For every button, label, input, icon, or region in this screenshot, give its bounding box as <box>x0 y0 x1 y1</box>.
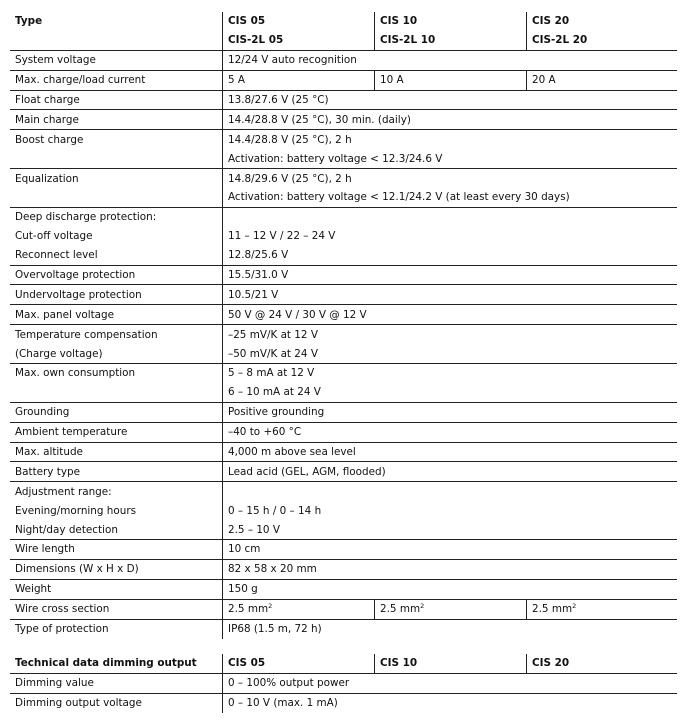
spec-value-model-3 <box>527 599 678 619</box>
dimming-table <box>10 654 677 713</box>
spec-value: 14.4/28.8 V (25 °C), 2 h <box>228 133 352 146</box>
spec-label: Main charge <box>10 110 223 130</box>
spec-value: 14.8/29.6 V (25 °C), 2 h <box>228 172 352 185</box>
spec-value: –40 to +60 °C <box>223 422 678 442</box>
superscript: 2 <box>268 602 273 611</box>
spec-row <box>10 70 677 90</box>
spec-header-row-2 <box>10 31 677 50</box>
spec-value <box>223 482 678 501</box>
spec-value: 2.5 – 10 V <box>223 520 678 539</box>
spec-value: Activation: battery voltage < 12.1/24.2 V (at least every 30 days) <box>223 188 678 207</box>
header-model-3-alt: CIS-2L 20 <box>527 31 678 50</box>
spec-row <box>10 188 677 207</box>
header-model-1: CIS 05 <box>228 15 266 28</box>
spec-label: Reconnect level <box>10 246 223 265</box>
spec-value: –50 mV/K at 24 V <box>223 344 678 363</box>
spec-value: 4,000 m above sea level <box>223 442 678 462</box>
spec-row <box>10 305 677 325</box>
spec-row <box>10 599 677 619</box>
spec-row <box>10 344 677 363</box>
dimming-label: Dimming value <box>10 673 223 693</box>
spec-value: 11 – 12 V / 22 – 24 V <box>228 230 336 243</box>
spec-value: –25 mV/K at 12 V <box>228 328 318 341</box>
spec-label <box>10 383 223 402</box>
spec-row <box>10 422 677 442</box>
header-label: Type <box>10 12 223 31</box>
spec-row <box>10 540 677 560</box>
spec-row <box>10 442 677 462</box>
spec-row <box>10 246 677 265</box>
spec-label: Weight <box>10 579 223 599</box>
spec-label: Float charge <box>10 90 223 110</box>
spec-value: 0 – 15 h / 0 – 14 h <box>228 504 322 517</box>
spec-label: Wire length <box>10 540 223 560</box>
spec-row <box>10 90 677 110</box>
header-model-2-alt: CIS-2L 10 <box>375 31 527 50</box>
spec-value-model-3: 20 A <box>527 70 678 90</box>
spec-value: 13.8/27.6 V (25 °C) <box>223 90 678 110</box>
header-model-1-alt: CIS-2L 05 <box>223 31 375 50</box>
spec-label: Evening/morning hours <box>10 501 223 520</box>
spec-row <box>10 559 677 579</box>
spec-label: Max. altitude <box>10 442 223 462</box>
spec-row <box>10 364 677 383</box>
spec-row <box>10 462 677 482</box>
spec-table <box>10 12 677 639</box>
dimming-row <box>10 693 677 712</box>
spec-value: Lead acid (GEL, AGM, flooded) <box>223 462 678 482</box>
spec-label <box>10 149 223 168</box>
dimming-header-label: Technical data dimming output <box>10 654 223 673</box>
dimming-header-model-3: CIS 20 <box>527 654 678 673</box>
spec-label: Max. charge/load current <box>10 70 223 90</box>
spec-label: System voltage <box>10 50 223 70</box>
wire-section-value: 2.5 mm <box>380 603 421 616</box>
spec-row <box>10 265 677 285</box>
spec-value: 50 V @ 24 V / 30 V @ 12 V <box>223 305 678 325</box>
spec-row <box>10 149 677 168</box>
spec-label: Overvoltage protection <box>10 265 223 285</box>
spec-value: 14.4/28.8 V (25 °C), 30 min. (daily) <box>223 110 678 130</box>
spec-value: 10.5/21 V <box>223 285 678 305</box>
spec-row <box>10 130 677 149</box>
spec-row <box>10 579 677 599</box>
spec-label: Max. panel voltage <box>10 305 223 325</box>
spec-label: Temperature compensation <box>10 325 223 344</box>
dimming-row <box>10 673 677 693</box>
superscript: 2 <box>420 602 425 611</box>
dimming-value: 0 – 100% output power <box>223 673 678 693</box>
spec-value <box>223 207 678 226</box>
wire-section-value: 2.5 mm <box>228 603 269 616</box>
spec-label: Dimensions (W x H x D) <box>10 559 223 579</box>
spec-value-model-2: 10 A <box>375 70 527 90</box>
spec-row <box>10 619 677 638</box>
spec-label: Night/day detection <box>10 520 223 539</box>
dimming-header-model-1: CIS 05 <box>223 654 375 673</box>
spec-value: Positive grounding <box>223 402 678 422</box>
spec-label: Deep discharge protection: <box>10 207 223 226</box>
spec-label: Boost charge <box>10 130 223 149</box>
spec-row <box>10 402 677 422</box>
spec-label: Undervoltage protection <box>10 285 223 305</box>
spec-value: 12/24 V auto recognition <box>223 50 678 70</box>
spec-header-row-1 <box>10 12 677 31</box>
spec-label: Max. own consumption <box>10 364 223 383</box>
spec-label: Battery type <box>10 462 223 482</box>
header-model-3: CIS 20 <box>527 12 678 31</box>
spec-label: Type of protection <box>10 619 223 638</box>
spec-value: 10 cm <box>223 540 678 560</box>
dimming-header-row <box>10 654 677 673</box>
spec-label: Equalization <box>10 169 223 188</box>
wire-section-value: 2.5 mm <box>532 603 573 616</box>
spec-row <box>10 227 677 246</box>
spec-value: 12.8/25.6 V <box>223 246 678 265</box>
spec-label: Cut-off voltage <box>10 227 223 246</box>
spec-value: 6 – 10 mA at 24 V <box>223 383 678 402</box>
spec-row <box>10 325 677 344</box>
spec-value-model-1 <box>223 599 375 619</box>
spec-value-model-1: 5 A <box>223 70 375 90</box>
spec-label: Wire cross section <box>10 599 223 619</box>
spec-row <box>10 207 677 226</box>
spec-value: Activation: battery voltage < 12.3/24.6 V <box>223 149 678 168</box>
spec-value: 150 g <box>223 579 678 599</box>
spec-row <box>10 520 677 539</box>
spec-label <box>10 188 223 207</box>
spec-row <box>10 50 677 70</box>
superscript: 2 <box>572 602 577 611</box>
spec-value: IP68 (1.5 m, 72 h) <box>228 623 322 636</box>
header-model-2: CIS 10 <box>375 12 527 31</box>
spec-value: 82 x 58 x 20 mm <box>223 559 678 579</box>
spec-row <box>10 482 677 501</box>
spec-label: (Charge voltage) <box>10 344 223 363</box>
spec-row <box>10 169 677 188</box>
spec-label: Ambient temperature <box>10 422 223 442</box>
spec-row <box>10 383 677 402</box>
spec-row <box>10 501 677 520</box>
spec-value: 5 – 8 mA at 12 V <box>228 367 315 380</box>
spec-label: Adjustment range: <box>10 482 223 501</box>
spec-row <box>10 110 677 130</box>
dimming-label: Dimming output voltage <box>10 693 223 712</box>
dimming-header-model-2: CIS 10 <box>375 654 527 673</box>
spec-value-model-2 <box>375 599 527 619</box>
header-label-empty <box>10 31 223 50</box>
spec-label: Grounding <box>10 402 223 422</box>
spec-row <box>10 285 677 305</box>
spec-value: 15.5/31.0 V <box>223 265 678 285</box>
dimming-value: 0 – 10 V (max. 1 mA) <box>228 697 338 710</box>
